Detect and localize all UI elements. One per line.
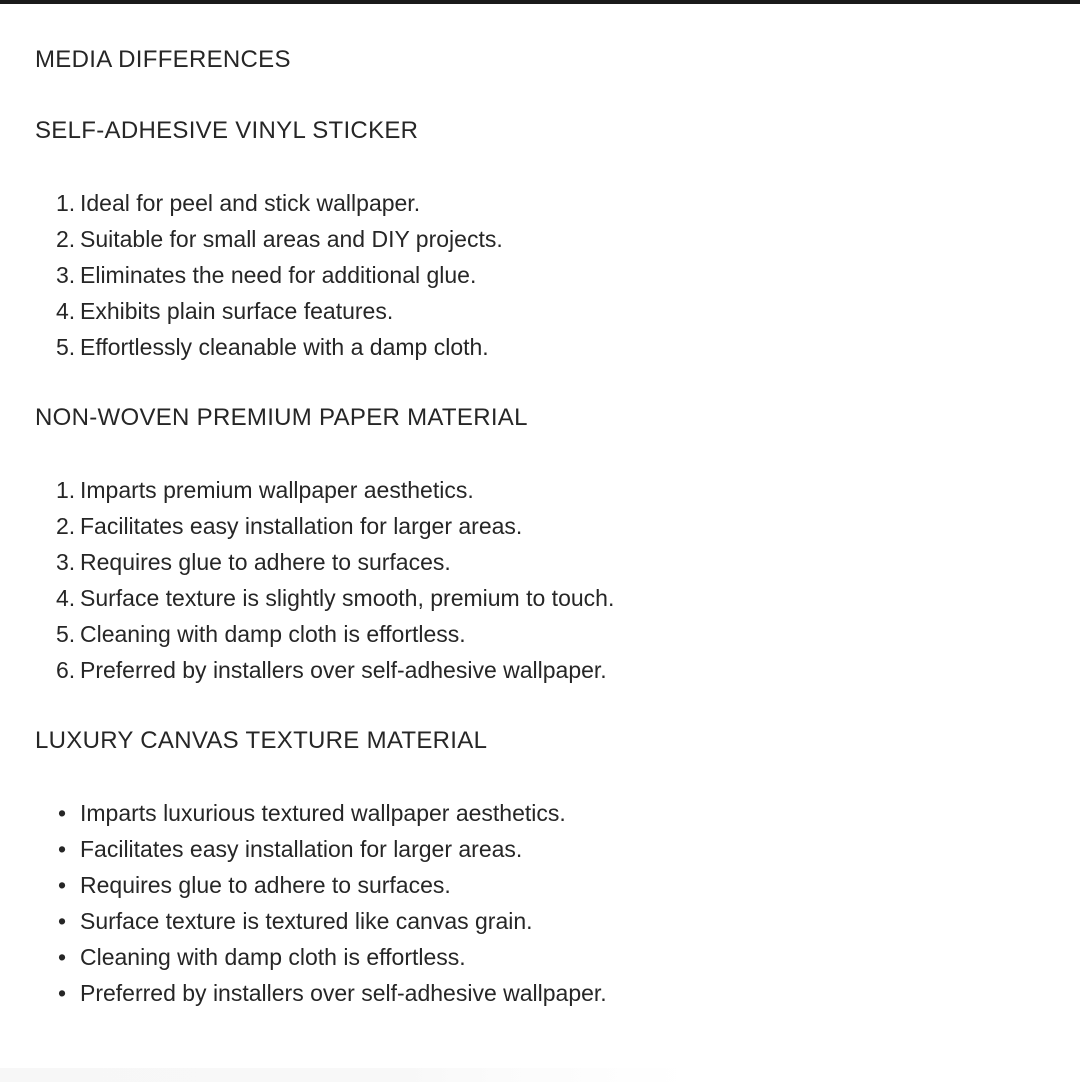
list-item-text: Exhibits plain surface features.	[80, 298, 394, 324]
list-marker: 2.	[56, 513, 76, 539]
list-item	[56, 652, 1045, 688]
section-list	[35, 472, 1045, 688]
list-item-text: Facilitates easy installation for larger areas.	[80, 836, 523, 862]
list-item	[56, 185, 1045, 221]
list-item-text: Cleaning with damp cloth is effortless.	[80, 944, 466, 970]
list-item-text: Requires glue to adhere to surfaces.	[80, 872, 451, 898]
list-item-text: Surface texture is slightly smooth, premium to touch.	[80, 585, 615, 611]
list-item-text: Eliminates the need for additional glue.	[80, 262, 477, 288]
list-marker: 4.	[56, 298, 76, 324]
list-marker: 1.	[56, 190, 76, 216]
top-border-bar	[0, 0, 1080, 4]
list-item-text: Requires glue to adhere to surfaces.	[80, 549, 451, 575]
list-marker: 4.	[56, 585, 76, 611]
document-content	[0, 42, 1080, 1011]
list-item-text: Cleaning with damp cloth is effortless.	[80, 621, 466, 647]
list-item-text: Ideal for peel and stick wallpaper.	[80, 190, 421, 216]
media-section	[35, 723, 1045, 1011]
list-item	[56, 257, 1045, 293]
list-item-text: Effortlessly cleanable with a damp cloth.	[80, 334, 489, 360]
list-item	[56, 616, 1045, 652]
section-heading: SELF-ADHESIVE VINYL STICKER	[35, 117, 419, 144]
list-item	[56, 867, 1045, 903]
list-item-text: Imparts premium wallpaper aesthetics.	[80, 477, 474, 503]
list-marker: •	[58, 800, 67, 826]
section-heading: NON-WOVEN PREMIUM PAPER MATERIAL	[35, 404, 528, 431]
list-item	[56, 939, 1045, 975]
section-list	[35, 795, 1045, 1011]
sections-container	[35, 113, 1045, 1011]
list-marker: •	[58, 944, 67, 970]
list-item	[56, 903, 1045, 939]
list-item	[56, 795, 1045, 831]
section-list	[35, 185, 1045, 365]
list-marker: 5.	[56, 621, 76, 647]
list-item	[56, 221, 1045, 257]
list-marker: •	[58, 980, 67, 1006]
list-item	[56, 508, 1045, 544]
list-item-text: Surface texture is textured like canvas grain.	[80, 908, 533, 934]
list-item-text: Preferred by installers over self-adhesive wallpaper.	[80, 980, 607, 1006]
list-item	[56, 544, 1045, 580]
list-item	[56, 975, 1045, 1011]
list-item-text: Facilitates easy installation for larger areas.	[80, 513, 523, 539]
section-heading: LUXURY CANVAS TEXTURE MATERIAL	[35, 727, 488, 754]
list-marker: 3.	[56, 262, 76, 288]
list-item-text: Imparts luxurious textured wallpaper aesthetics.	[80, 800, 566, 826]
list-item-text: Suitable for small areas and DIY projects.	[80, 226, 503, 252]
bottom-scan-band	[0, 1068, 690, 1082]
list-item	[56, 472, 1045, 508]
list-marker: •	[58, 872, 67, 898]
list-item	[56, 329, 1045, 365]
list-marker: 6.	[56, 657, 76, 683]
list-item	[56, 831, 1045, 867]
list-marker: •	[58, 908, 67, 934]
media-section	[35, 113, 1045, 365]
list-marker: 2.	[56, 226, 76, 252]
list-item-text: Preferred by installers over self-adhesive wallpaper.	[80, 657, 607, 683]
list-marker: •	[58, 836, 67, 862]
list-item	[56, 293, 1045, 329]
list-marker: 5.	[56, 334, 76, 360]
document-title: MEDIA DIFFERENCES	[35, 46, 291, 73]
list-marker: 3.	[56, 549, 76, 575]
list-marker: 1.	[56, 477, 76, 503]
media-section	[35, 400, 1045, 688]
list-item	[56, 580, 1045, 616]
